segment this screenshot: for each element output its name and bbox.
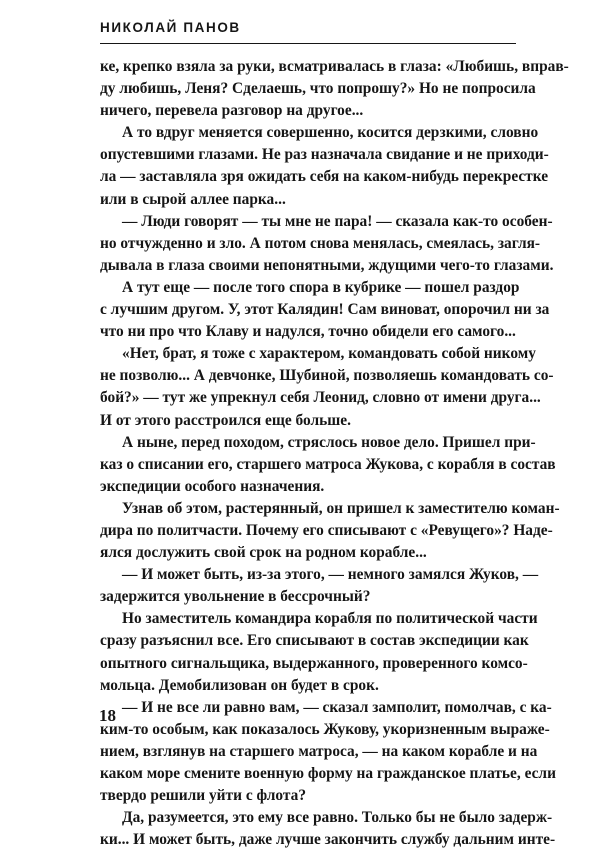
text-line: ки... И может быть, даже лучше закончить службу дальним инте- — [100, 831, 556, 849]
text-line: — И может быть, из-за этого, — немного замялся Жуков, — — [122, 566, 539, 584]
text-line: с лучшим другом. У, этот Калядин! Сам виноват, опорочил ни за — [100, 301, 550, 319]
text-line: ничего, перевела разговор на другое... — [100, 102, 364, 120]
text-line: нием, взглянув на старшего матроса, — на каком корабле и на — [100, 742, 538, 760]
text-line: ла — заставляла зря ожидать себя на каком-нибудь перекрестке — [100, 168, 549, 186]
text-line: дывала в глаза своими непонятными, ждущими чего-то глазами. — [100, 256, 554, 274]
header-rule — [100, 43, 516, 44]
text-line: И от этого расстроился еще больше. — [100, 411, 351, 429]
text-line: А ныне, перед походом, стряслось новое дело. Пришел при- — [122, 433, 536, 451]
text-line: Но заместитель командира корабля по политической части — [122, 610, 538, 628]
text-line: — Люди говорят — ты мне не пара! — сказала как-то особен- — [122, 212, 553, 230]
text-line: каком море смените военную форму на гражданское платье, если — [100, 765, 556, 782]
text-line: ду любишь, Леня? Сделаешь, что попрошу?» Но не попросила — [100, 80, 536, 98]
text-line: задержится увольнение в бессрочный? — [100, 588, 371, 606]
text-line: А то вдруг меняется совершенно, косится дерзкими, словно — [122, 124, 539, 142]
text-line: «Нет, брат, я тоже с характером, командовать собой никому — [122, 345, 536, 363]
text-line: ялся дослужить свой срок на родном корабле... — [100, 544, 427, 562]
text-line: бой?» — тут же упрекнул себя Леонид, словно от имени друга... — [100, 389, 541, 407]
text-line: но отчужденно и зло. А потом снова менялась, смеялась, загля- — [100, 234, 541, 252]
text-line: Узнав об этом, растерянный, он пришел к заместителю коман- — [122, 499, 560, 517]
text-line: дира по политчасти. Почему его списывают с «Ревущего»? Наде- — [100, 521, 553, 539]
text-line: — И не все ли равно вам, — сказал замполит, помолчав, с ка- — [122, 698, 552, 716]
page-number: 18 — [99, 706, 116, 725]
text-line: ке, крепко взяла за руки, всматривалась в глаза: «Любишь, вправ- — [100, 58, 569, 75]
text-line: или в сырой аллее парка... — [100, 190, 286, 208]
text-line: опустевшими глазами. Не раз назначала свидание и не приходи- — [100, 146, 549, 164]
text-line: А тут еще — после того спора в кубрике — пошел раздор — [122, 278, 520, 296]
text-line: твердо решили уйти с флота? — [100, 787, 307, 805]
text-line: что ни про что Клаву и надулся, точно обидели его самого... — [100, 323, 516, 341]
text-line: каз о списании его, старшего матроса Жукова, с корабля в состав — [100, 455, 556, 473]
text-line: мольца. Демобилизован он будет в срок. — [100, 676, 379, 694]
text-line: ким-то особым, как показалось Жукову, укоризненным выраже- — [100, 720, 550, 738]
body-text — [100, 56, 569, 851]
text-line: Да, разумеется, это ему все равно. Только бы не было задерж- — [122, 809, 553, 827]
text-line: сразу разъяснил все. Его списывают в состав экспедиции как — [100, 632, 529, 650]
running-head: НИКОЛАЙ ПАНОВ — [100, 20, 241, 35]
text-line: экспедиции особого назначения. — [100, 477, 325, 495]
text-line: не позволю... А девчонке, Шубиной, позволяешь командовать со- — [100, 367, 554, 385]
text-line: опытного сигнальщика, выдержанного, проверенного комсо- — [100, 654, 528, 672]
